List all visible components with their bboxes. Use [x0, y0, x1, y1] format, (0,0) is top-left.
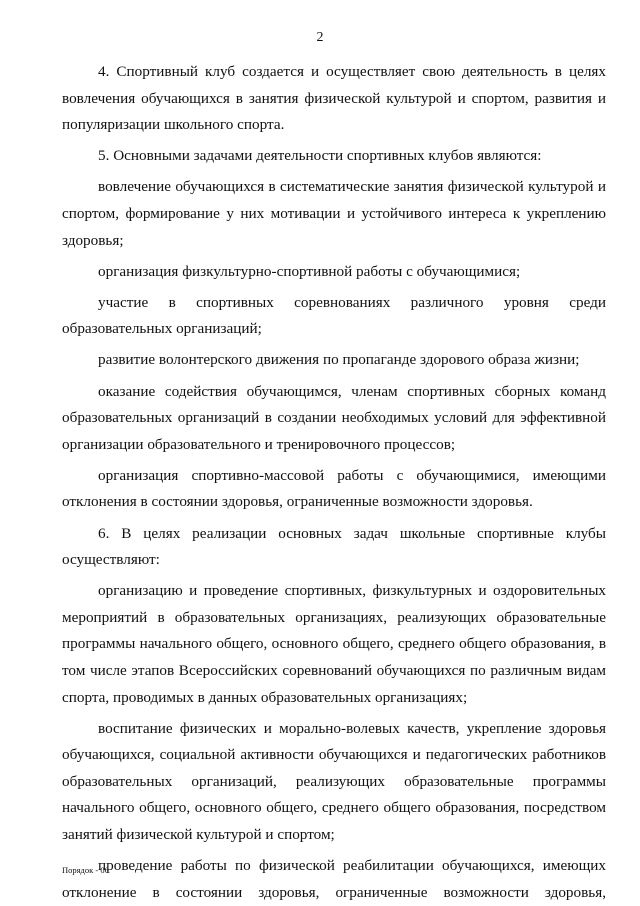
page-number: 2 [316, 30, 324, 45]
paragraph-clause-6: 6. В целях реализации основных задач школьные спортивные клубы осуществляют: [62, 524, 606, 569]
paragraph-activity-education: воспитание физических и морально-волевых качеств, укрепление здоровья обучающихся, социальной активности обучающихся и педагогических работников образовательных организаций, реализующих образовательные программы начального общего, основного общего, среднего общего образования, посредством занятий физической культурой и спортом; [62, 719, 606, 844]
paragraph-clause-5: 5. Основными задачами деятельности спортивных клубов являются: [98, 147, 542, 165]
paragraph-activity-events: организацию и проведение спортивных, физкультурных и оздоровительных мероприятий в образовательных организациях, реализующих образовательные программы начального общего, основного общего, среднего общего образования, в том числе этапов Всероссийских соревнований обучающихся по различным видам спорта, проводимых в данных образовательных организациях; [62, 582, 606, 706]
paragraph-task-involvement: вовлечение обучающихся в систематические занятия физической культурой и спортом, формирование у них мотивации и устойчивого интереса к укреплению здоровья; [62, 178, 606, 249]
paragraph-activity-rehabilitation: проведение работы по физической реабилитации обучающихся, имеющих отклонение в состоянии здоровья, ограниченные возможности здоровья, [62, 857, 606, 901]
paragraph-task-mass-sports: организация спортивно-массовой работы с обучающимися, имеющими отклонения в состоянии здоровья, ограниченные возможности здоровья. [62, 466, 606, 511]
paragraph-clause-4: 4. Спортивный клуб создается и осуществляет свою деятельность в целях вовлечения обучающихся в занятия физической культурой и спортом, развития и популяризации школьного спорта. [62, 63, 606, 134]
paragraph-task-competitions: участие в спортивных соревнованиях различного уровня среди образовательных организаций; [62, 293, 606, 338]
document-body [62, 59, 606, 906]
paragraph-task-volunteering: развитие волонтерского движения по пропаганде здорового образа жизни; [98, 351, 580, 369]
paragraph-task-organization: организация физкультурно-спортивной работы с обучающимися; [98, 262, 521, 280]
page-footer: Порядок - 06 [62, 865, 109, 875]
paragraph-task-assistance: оказание содействия обучающимся, членам спортивных сборных команд образовательных организаций в создании необходимых условий для эффективной организации образовательного и тренировочного процессов; [62, 382, 606, 453]
